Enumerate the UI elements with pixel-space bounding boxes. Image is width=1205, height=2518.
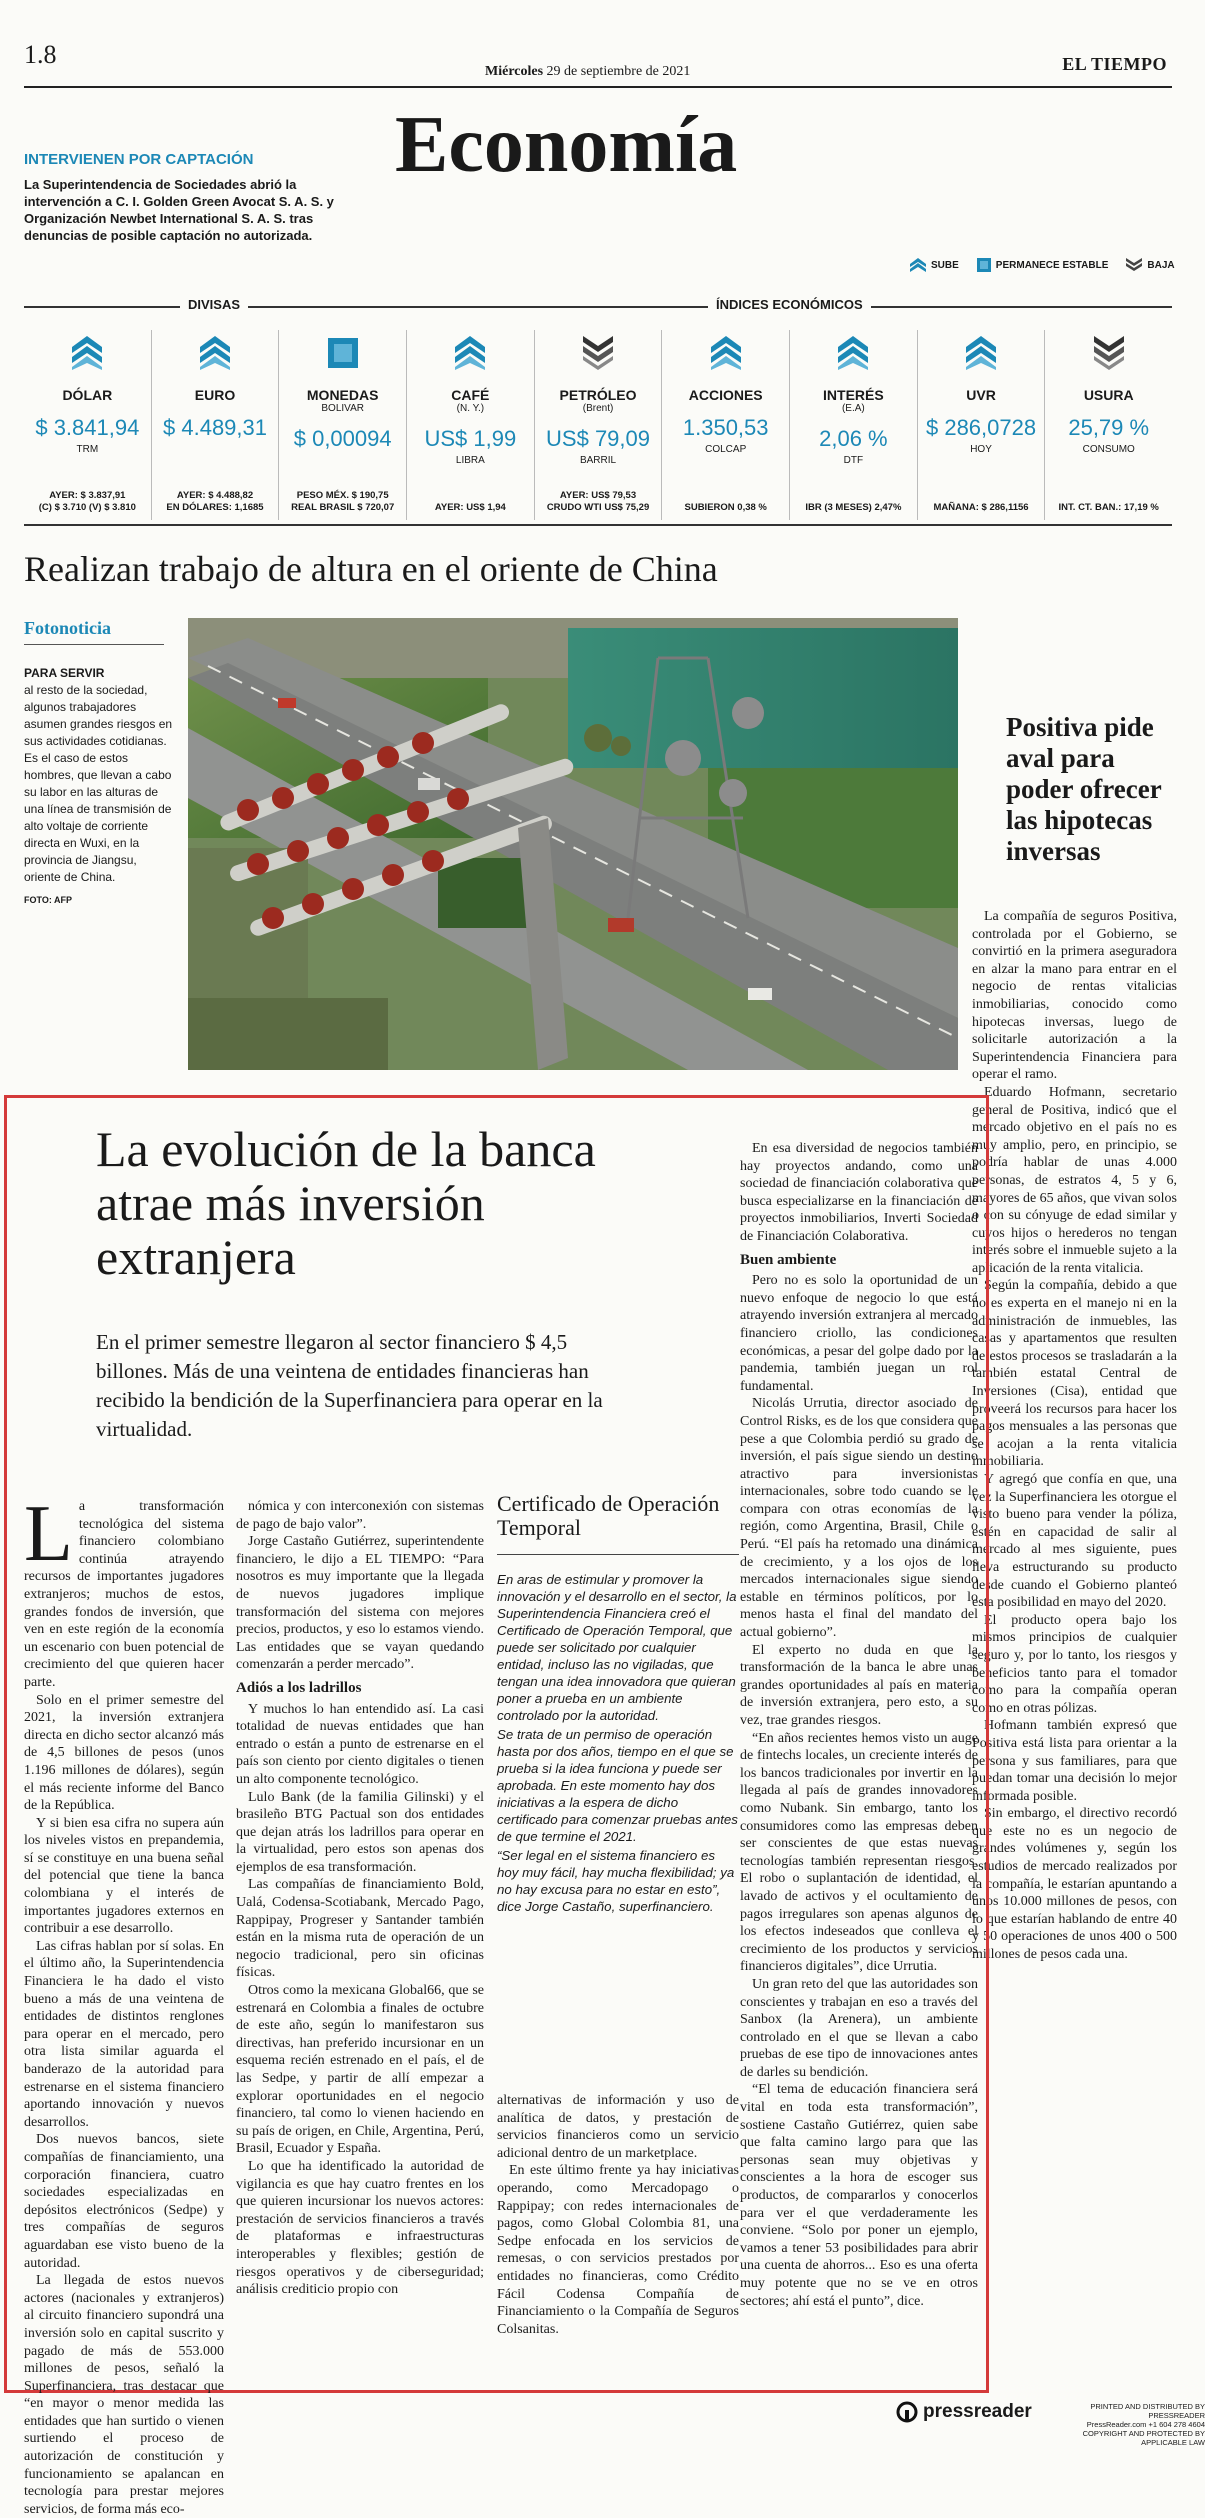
indicator-footnote bbox=[279, 490, 406, 514]
indicator-value: US$ 1,99 bbox=[424, 426, 517, 451]
down-arrow-icon bbox=[1045, 330, 1172, 376]
indicator-value: $ 4.489,31 bbox=[163, 415, 267, 440]
up-arrow-icon bbox=[152, 330, 279, 376]
article-paragraph: El experto no duda en que la transformación de la banca le abre unas grandes oportunidades al país en materia de inversión extranjera, pero esto, a su vez, trae grandes riesgos. bbox=[740, 1642, 978, 1728]
side-story-body bbox=[972, 908, 1177, 1964]
indicator-foot-line: (C) $ 3.710 (V) $ 3.810 bbox=[38, 502, 136, 513]
article-paragraph: En este último frente ya hay iniciativas operando, como Mercadopago o Rappipay; con redes internacionales de pagos, como Global Colombia 81, una Sedpe enfocada en los servicios de remesas, o con servicios prestados por entidades no financieras, como Crédito Fácil Codensa Compañía de Financiamiento o la Compañía de Seguros Colsanitas. bbox=[497, 2163, 739, 2337]
indicator-dolar bbox=[24, 330, 152, 520]
indicator-sub: (N. Y.) bbox=[456, 403, 485, 414]
certificado-sidebar bbox=[497, 1492, 739, 1917]
indicator-footnote bbox=[918, 502, 1045, 514]
brief-kicker: INTERVIENEN POR CAPTACIÓN bbox=[24, 151, 254, 168]
indicator-foot-line: SUBIERON 0,38 % bbox=[684, 502, 767, 513]
indicator-sub: (Brent) bbox=[582, 403, 614, 414]
indicator-footnote bbox=[535, 490, 662, 514]
main-article-column-3 bbox=[497, 2092, 739, 2338]
indicator-acciones bbox=[662, 330, 790, 520]
section-title: Economía bbox=[395, 101, 738, 189]
brief-text: La Superintendencia de Sociedades abrió la intervención a C. I. Golden Green Avocat S. A. S. y Organización Newbet International S. A. S. tras denuncias de posible captación no autorizada. bbox=[24, 177, 334, 243]
indicator-unit: BARRIL bbox=[579, 455, 617, 466]
article-paragraph: Otros como la mexicana Global66, que se estrenará en Colombia a finales de octubre de este año, según lo manifestaron sus directivas, han preferido incursionar en un esquema recién estrenado en el país, el de las Sedpe, y partir de allí empezar a explorar oportunidades en el negocio financiero, tal como lo vienen haciendo en su país de origen, en Chile, Argentina, Perú, Brasil, Ecuador y España. bbox=[236, 1983, 484, 2157]
article-paragraph: Las cifras hablan por sí solas. En el último año, la Superintendencia Financiera le ha dado el visto bueno a más de una veintena de entidades de distintos renglones para operar en el mercado, pero otra lista similar aguarda el banderazo de la autoridad para estrenarse en el sistema financiero aportando innovación y nuevos desarrollos. bbox=[24, 1938, 224, 2130]
article-paragraph: alternativas de información y uso de analítica de datos, y prestación de servicios financieros como un servicio adicional dentro de un marketplace. bbox=[497, 2093, 739, 2161]
indicator-foot-line: AYER: US$ 1,94 bbox=[434, 502, 506, 513]
indicator-foot-line: AYER: $ 4.488,82 bbox=[176, 490, 254, 501]
indicator-foot-line: MAÑANA: $ 286,1156 bbox=[933, 502, 1029, 513]
article-paragraph: Pero no es solo la oportunidad de un nuevo enfoque de negocio lo que está atrayendo inversión extranjera al mercado financiero criollo, las condiciones económicas, a pesar del golpe dado por la pandemia, también juegan un rol fundamental. bbox=[740, 1273, 978, 1394]
indicator-name: INTERÉS bbox=[823, 387, 884, 403]
indicator-euro bbox=[152, 330, 280, 520]
indicator-unit: HOY bbox=[970, 444, 992, 455]
up-arrow-icon bbox=[790, 330, 917, 376]
article-paragraph: Lulo Bank (de la familia Gilinski) y el brasileño BTG Pactual son dos entidades que dejan atrás los ladrillos para operar en la virtualidad, pero estos son apenas dos ejemplos de esa transformación. bbox=[236, 1789, 484, 1875]
indicator-value: $ 3.841,94 bbox=[35, 415, 140, 440]
up-arrow-icon bbox=[662, 330, 789, 376]
indicator-value: US$ 79,09 bbox=[546, 426, 650, 451]
main-article-headline: La evolución de la banca atrae más inversión extranjera bbox=[96, 1121, 596, 1285]
up-arrow-icon bbox=[407, 330, 534, 376]
category-divisas: DIVISAS bbox=[180, 297, 248, 312]
indicator-foot-line: REAL BRASIL $ 720,07 bbox=[291, 502, 395, 513]
sidebar-body bbox=[497, 1571, 739, 1915]
article-paragraph: “En años recientes hemos visto un auge de fintechs locales, un creciente interés de los bancos tradicionales por invertir en la llegada al país de grandes innovadores como Nubank. Sin embargo, tanto los consumidores como las empresas deben ser conscientes de que estas nuevas tecnologías también representan riesgos. El robo o suplantación de identidad, el lavado de activos y el ocultamiento de pagos irregulares son apenas algunos de los efectos indeseados que conlleva el crecimiento de los productos y servicios financieros digitales”, dice Urrutia. bbox=[740, 1730, 978, 1975]
legend-stable: PERMANECE ESTABLE bbox=[977, 258, 1109, 272]
indicator-foot-line: PESO MÉX. $ 190,75 bbox=[296, 490, 389, 501]
indicator-name: ACCIONES bbox=[688, 387, 763, 403]
article-paragraph: Solo en el primer semestre del 2021, la inversión extranjera directa en dicho sector alcanzó más de 4,5 billones de pesos (unos 1.196 millones de dólares), según el más reciente informe del Banco de la República. bbox=[24, 1692, 224, 1814]
article-paragraph: Y si bien esa cifra no supera aún los niveles vistos en prepandemia, sí se constituye en una buena señal del potencial que tiene la banca colombiana y el interés de importantes jugadores externos en contribuir a ese desarrollo. bbox=[24, 1815, 224, 1937]
date-weekday: Miércoles bbox=[485, 64, 544, 79]
indicator-value: $ 0,00094 bbox=[293, 426, 392, 451]
article-paragraph: Nicolás Urrutia, director asociado de Control Risks, es de los que considera que pese a que Colombia perdió su grado de inversión, el país sigue siendo un destino atractivo para inversionistas internacionales, sobre todo cuando se le compara con otras economías de la región, como Argentina, Brasil, Chile o Perú. “El país ha retomado una dinámica de crecimiento, y a los ojos de los mercados internacionales sigue siendo estable en términos políticos, por lo menos hasta el final del mandato del actual gobierno”. bbox=[740, 1396, 978, 1641]
article-paragraph-text: a transformación tecnológica del sistema financiero colombiano continúa atrayendo recursos de importantes jugadores extranjeros; muchos de estos, grandes fondos de inversión, que ven en este región de la economía un escenario con buen potencial de crecimiento del que quieren hacer parte. bbox=[24, 1499, 224, 1690]
indicator-unit: TRM bbox=[76, 444, 99, 455]
side-paragraph: Eduardo Hofmann, secretario general de Positiva, indicó que el mercado objetivo en el país no es muy amplio, pero, en principio, se podría hablar de unas 4.000 personas, de estratos 4, 5 y 6, mayores de 65 años, que vivan solos o con su cónyuge de edad similar y cuyos hijos o herederos no tengan interés sobre el inmueble sujeto a la aplicación de la renta vitalicia. bbox=[972, 1084, 1177, 1276]
indicator-unit: LIBRA bbox=[455, 455, 485, 466]
down-arrow-icon bbox=[535, 330, 662, 376]
pressreader-icon bbox=[897, 2402, 917, 2422]
indicator-foot-line: CRUDO WTI US$ 75,29 bbox=[546, 502, 650, 513]
indicator-monedas bbox=[279, 330, 407, 520]
article-subhead: Adiós a los ladrillos bbox=[236, 1679, 362, 1696]
up-arrow-icon bbox=[24, 330, 151, 376]
stable-square-icon bbox=[977, 258, 991, 272]
main-article-column-2 bbox=[236, 1498, 484, 2299]
photo-kicker: Fotonoticia bbox=[24, 618, 111, 638]
article-paragraph: “El tema de educación financiera será vital en toda esta transformación”, sostiene Castaño Gutiérrez, quien sabe que falta camino largo para que las personas sean muy objetivas y conscientes a la hora de escoger sus productos, de compararlos y conocerlos para ver el que verdaderamente les conviene. “Solo por poner un ejemplo, vamos a tener 53 posibilidades para abrir una cuenta de ahorros... Eso es una oferta muy potente que no se ve en otros sectores; ahí está el punto”, dice. bbox=[740, 2082, 978, 2309]
indicator-uvr bbox=[918, 330, 1046, 520]
main-article-column-4 bbox=[740, 1140, 978, 2310]
date-rest: 29 de septiembre de 2021 bbox=[546, 64, 691, 79]
side-paragraph: Hofmann también expresó que Positiva está lista para orientar a la persona y sus familiares, para que puedan tomar una decisión lo mejor informada posible. bbox=[972, 1718, 1177, 1804]
article-paragraph: Jorge Castaño Gutiérrez, superintendente financiero, le dijo a EL TIEMPO: “Para nosotros es muy importante que la llegada de nuevos jugadores implique transformación del sistema con mejores precios, productos, y eso lo estamos viendo. Las entidades que se vayan quedando comenzarán a perder mercado”. bbox=[236, 1534, 484, 1673]
indicators-strip bbox=[24, 330, 1172, 520]
indicator-footnote bbox=[24, 490, 151, 514]
top-rule bbox=[24, 86, 1172, 88]
photo-credit: FOTO: AFP bbox=[24, 895, 72, 905]
article-paragraph: Dos nuevos bancos, siete compañías de financiamiento, una corporación financiera, cuatro sociedades especializadas en depósitos electrónicos (Sedpe) y tres compañías de seguros aguardaban ese visto bueno de la autoridad. bbox=[24, 2132, 224, 2271]
legend-down: BAJA bbox=[1126, 258, 1174, 272]
indicator-name: CAFÉ bbox=[451, 387, 490, 403]
pressreader-footer-text: PRINTED AND DISTRIBUTED BY PRESSREADER PressReader.com +1 604 278 4604 COPYRIGHT AND PROTECTED BY APPLICABLE LAW bbox=[1082, 2402, 1205, 2447]
article-subhead: Buen ambiente bbox=[740, 1251, 837, 1268]
main-article-column-1 bbox=[24, 1490, 224, 2518]
indicator-value: 25,79 % bbox=[1068, 415, 1150, 440]
indicators-bottom-rule bbox=[24, 524, 1172, 526]
indicator-name: PETRÓLEO bbox=[559, 387, 637, 403]
indicator-footnote bbox=[662, 502, 789, 514]
indicator-value: 2,06 % bbox=[819, 426, 888, 451]
photo-headline: Realizan trabajo de altura en el oriente de China bbox=[24, 549, 718, 589]
category-indices: ÍNDICES ECONÓMICOS bbox=[708, 297, 871, 312]
indicator-footnote bbox=[407, 502, 534, 514]
side-paragraph: Sin embargo, el directivo recordó que este no es un negocio de grandes volúmenes y, según los estudios de mercado realizados por la compañía, le estarían apuntando a unos 10.000 millones de pesos, con lo que estarían hablando de entre 40 y 50 operaciones de unos 400 o 500 millones de pesos cada una. bbox=[972, 1806, 1177, 1963]
side-paragraph: Y agregó que confía en que, una vez la Superfinanciera les otorgue el visto bueno para vender la póliza, estén en capacidad de salir al mercado al mes siguiente, pues lleva estructurando su producto desde cuando el Gobierno planteó esta posibilidad en mayo del 2020. bbox=[972, 1472, 1177, 1611]
indicator-sub: (E.A) bbox=[841, 403, 865, 414]
stable-square-icon bbox=[279, 330, 406, 376]
side-paragraph: La compañía de seguros Positiva, controlada por el Gobierno, se convirtió en la primera aseguradora en alzar la mano para entrar en el negocio de rentas vitalicias inmobiliarias, conocido como hipotecas inversas, luego de solicitarle autorización a la Superintendencia Financiera para operar el ramo. bbox=[972, 909, 1177, 1083]
photo-caption-text: al resto de la sociedad, algunos trabajadores asumen grandes riesgos en sus actividades cotidianas. Es el caso de estos hombres, que llevan a cabo su labor en las alturas de una línea de transmisión de alto voltaje de corriente directa en Wuxi, en la provincia de Jiangsu, oriente de China. bbox=[24, 683, 173, 884]
indicator-name: UVR bbox=[966, 387, 996, 403]
indicator-footnote bbox=[152, 490, 279, 514]
indicator-unit: COLCAP bbox=[705, 444, 747, 455]
article-paragraph: La llegada de estos nuevos actores (nacionales y extranjeros) al circuito financiero supondrá una inversión solo en capital suscrito y pagado de más de 553.000 millones de pesos, señaló la Superfinanciera, tras destacar que “en mayor o menor medida las entidades que han surtido o vienen surtiendo el proceso de autorización de constitución y funcionamiento se apalancan en tecnología para prestar mejores servicios, de forma más eco- bbox=[24, 2273, 224, 2517]
indicator-value: 1.350,53 bbox=[682, 415, 769, 440]
brand-logo: EL TIEMPO bbox=[1062, 54, 1167, 74]
article-paragraph: nómica y con interconexión con sistemas de pago de bajo valor”. bbox=[236, 1499, 484, 1532]
indicator-name: USURA bbox=[1083, 387, 1134, 403]
dropcap: L bbox=[24, 1490, 73, 1578]
pressreader-logo: pressreader bbox=[897, 2401, 1032, 2423]
indicator-foot-line: INT. CT. BAN.: 17,19 % bbox=[1058, 502, 1159, 513]
article-paragraph: Las compañías de financiamiento Bold, Ualá, Codensa-Scotiabank, Mercado Pago, Rappipay, Progreser y Santander también están en la misma ruta de operación de un negocio tradicional, pero sin oficinas físicas. bbox=[236, 1877, 484, 1981]
indicator-foot-line: AYER: US$ 79,53 bbox=[559, 490, 637, 501]
legend-up: SUBE bbox=[910, 258, 959, 272]
up-arrow-icon bbox=[918, 330, 1045, 376]
indicator-footnote bbox=[790, 502, 917, 514]
indicator-foot-line: AYER: $ 3.837,91 bbox=[49, 490, 126, 501]
main-article-deck: En el primer semestre llegaron al sector financiero $ 4,5 billones. Más de una veintena de entidades financieras han recibido la bendición de la Superfinanciera para operar en la virtualidad. bbox=[96, 1330, 603, 1441]
article-paragraph: Lo que ha identificado la autoridad de vigilancia es que hay cuatro frentes en los que quieren incursionar los nuevos actores: prestación de servicios financieros a través de plataformas e infraestructuras interoperables y flexibles; gestión de riesgos operativos y de ciberseguridad; análisis crediticio propio con bbox=[236, 2158, 484, 2298]
up-arrow-icon bbox=[910, 258, 926, 272]
indicator-petroleo bbox=[535, 330, 663, 520]
indicator-name: DÓLAR bbox=[62, 387, 113, 403]
down-arrow-icon bbox=[1126, 258, 1142, 272]
indicator-usura bbox=[1045, 330, 1172, 520]
indicator-sub: BOLIVAR bbox=[321, 403, 364, 414]
photo-caption-lead: PARA SERVIR bbox=[24, 666, 105, 680]
side-paragraph: Según la compañía, debido a que no es experta en el manejo ni en la administración de inmuebles, las casas y apartamentos que resulten de estos procesos se trasladarán a la también estatal Central de Inversiones (Cisa), entidad que proveerá los recursos para hacer los pagos mensuales a las personas que se acojan a la renta vitalicia inmobiliaria. bbox=[972, 1278, 1177, 1470]
photo-caption bbox=[24, 665, 174, 886]
photo-kicker-rule bbox=[24, 644, 164, 645]
indicator-name: MONEDAS bbox=[306, 387, 379, 403]
trend-legend bbox=[910, 258, 1175, 272]
sidebar-rule bbox=[497, 1554, 739, 1555]
article-paragraph: Un gran reto del que las autoridades son conscientes y trabajan en eso a través del Sanbox (la Arenera), un ambiente controlado en el que se llevan a cabo pruebas de ese tipo de innovaciones antes de darles su bendición. bbox=[740, 1976, 978, 2080]
date-line bbox=[485, 64, 690, 80]
page-number: 1.8 bbox=[24, 40, 57, 69]
sidebar-paragraph: En aras de estimular y promover la innovación y el desarrollo en el sector, la Superintendencia Financiera creó el Certificado de Operación Temporal, que puede ser solicitado por cualquier entidad, incluso las no vigiladas, que tengan una idea innovadora que quieran poner a prueba en un ambiente controlado por la autoridad. bbox=[497, 1572, 737, 1723]
side-paragraph: El producto opera bajo los mismos principios de cualquier seguro y, por lo tanto, los riesgos y beneficios tanto para el tomador como para la compañía operan como en otras pólizas. bbox=[972, 1612, 1177, 1716]
indicator-foot-line: IBR (3 MESES) 2,47% bbox=[805, 502, 902, 513]
article-paragraph: Y muchos lo han entendido así. La casi totalidad de nuevas entidades que han entrado o están a punto de estrenarse en el país son ciento por ciento digitales o tienen un alto componente tecnológico. bbox=[236, 1701, 484, 1787]
power-line-photo bbox=[188, 618, 958, 1070]
sidebar-paragraph: Se trata de un permiso de operación hasta por dos años, tiempo en el que se prueba si la idea funciona y puede ser aprobada. En este momento hay dos iniciativas a la espera de dicho certificado para comenzar pruebas antes de que termine el 2021. bbox=[497, 1727, 738, 1844]
indicator-value: $ 286,0728 bbox=[925, 415, 1037, 440]
indicator-cafe bbox=[407, 330, 535, 520]
indicator-foot-line: EN DÓLARES: 1,1685 bbox=[166, 502, 264, 513]
sidebar-paragraph: “Ser legal en el sistema financiero es hoy muy fácil, hay mucha flexibilidad; ya no hay excusa para no estar en esto”, dice Jorge Castaño, superfinanciero. bbox=[497, 1848, 735, 1914]
article-paragraph bbox=[24, 1490, 224, 1692]
side-story-headline: Positiva pide aval para poder ofrecer las hipotecas inversas bbox=[1006, 712, 1162, 866]
sidebar-title: Certificado de Operación Temporal bbox=[497, 1491, 720, 1540]
indicator-footnote bbox=[1045, 502, 1172, 514]
indicator-interes bbox=[790, 330, 918, 520]
article-paragraph: En esa diversidad de negocios también hay proyectos andando, como una sociedad de financiación colaborativa que busca especializarse en la financiación de proyectos inmobiliarios, Inverti Sociedad de Financiación Colaborativa. bbox=[740, 1141, 978, 1244]
indicator-unit: CONSUMO bbox=[1082, 444, 1135, 455]
indicator-unit: DTF bbox=[843, 455, 864, 466]
indicator-name: EURO bbox=[194, 387, 236, 403]
